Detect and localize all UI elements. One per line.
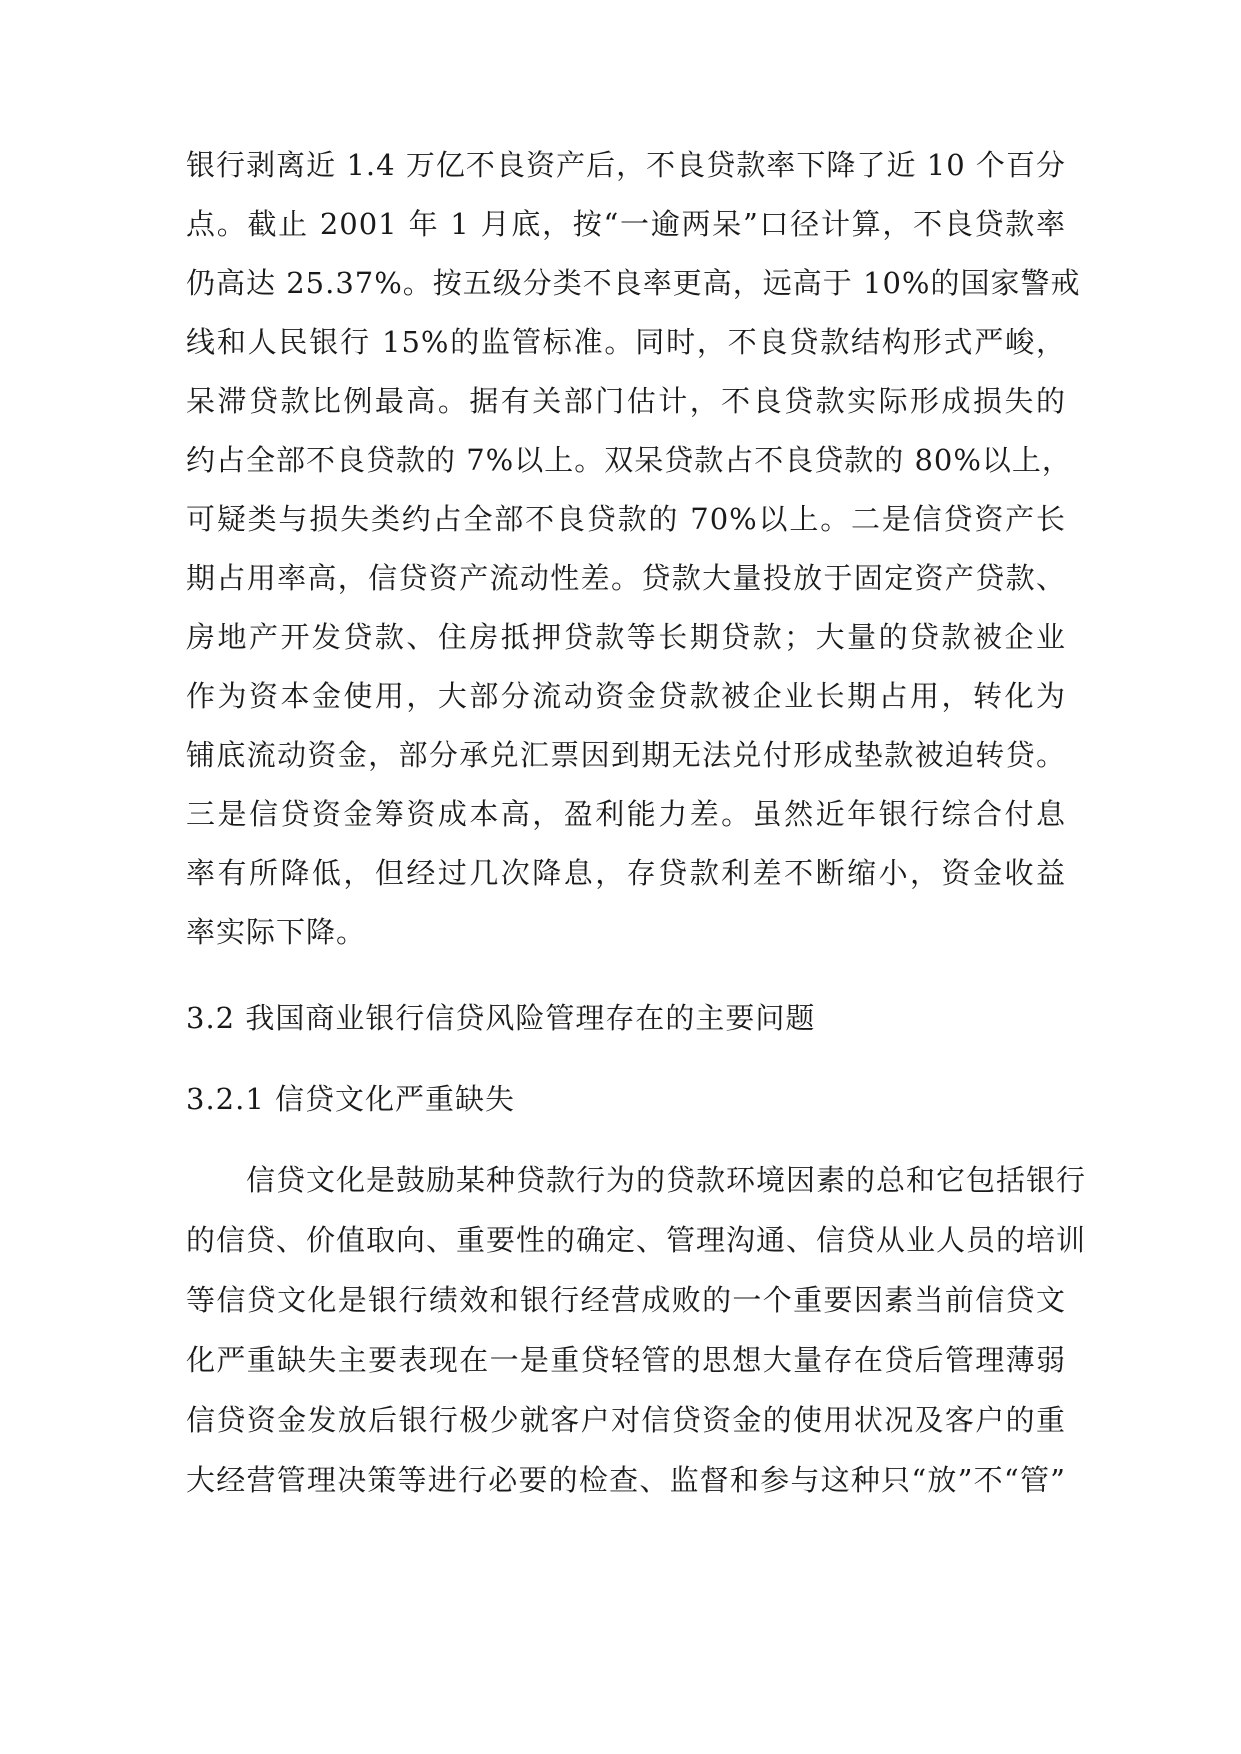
paragraph1-line-7: 可疑类与损失类约占全部不良贷款的 70%以上。二是信贷资产长	[186, 502, 1066, 536]
paragraph1-line-3: 仍高达 25.37%。按五级分类不良率更高，远高于 10%的国家警戒	[186, 266, 1081, 300]
paragraph1-line-10: 作为资本金使用，大部分流动资金贷款被企业长期占用，转化为	[186, 679, 1066, 713]
paragraph1-line-8: 期占用率高，信贷资产流动性差。贷款大量投放于固定资产贷款、	[186, 561, 1066, 595]
paragraph1-line-9: 房地产开发贷款、住房抵押贷款等长期贷款；大量的贷款被企业	[186, 620, 1066, 654]
paragraph2-line-3: 等信贷文化是银行绩效和银行经营成败的一个重要因素当前信贷文	[186, 1283, 1066, 1317]
paragraph2-line-4: 化严重缺失主要表现在一是重贷轻管的思想大量存在贷后管理薄弱	[186, 1343, 1066, 1377]
paragraph1-line-11: 铺底流动资金，部分承兑汇票因到期无法兑付形成垫款被迫转贷。	[186, 738, 1066, 772]
paragraph1-line-14: 率实际下降。	[186, 915, 367, 949]
subsection-heading: 3.2.1 信贷文化严重缺失	[186, 1082, 516, 1116]
paragraph2-line-6: 大经营管理决策等进行必要的检查、监督和参与这种只“放”不“管”	[186, 1463, 1066, 1497]
paragraph1-line-1: 银行剥离近 1.4 万亿不良资产后，不良贷款率下降了近 10 个百分	[186, 148, 1066, 182]
section-heading: 3.2 我国商业银行信贷风险管理存在的主要问题	[186, 1001, 816, 1035]
paragraph2-line-5: 信贷资金发放后银行极少就客户对信贷资金的使用状况及客户的重	[186, 1403, 1066, 1437]
paragraph1-line-2: 点。截止 2001 年 1 月底，按“一逾两呆”口径计算，不良贷款率	[186, 207, 1066, 241]
paragraph1-line-13: 率有所降低，但经过几次降息，存贷款利差不断缩小，资金收益	[186, 856, 1066, 890]
paragraph2-line-1: 信贷文化是鼓励某种贷款行为的贷款环境因素的总和它包括银行	[246, 1163, 1087, 1197]
paragraph1-line-12: 三是信贷资金筹资成本高，盈利能力差。虽然近年银行综合付息	[186, 797, 1066, 831]
paragraph2-line-2: 的信贷、价值取向、重要性的确定、管理沟通、信贷从业人员的培训	[186, 1223, 1087, 1257]
paragraph1-line-4: 线和人民银行 15%的监管标准。同时，不良贷款结构形式严峻，	[186, 325, 1066, 359]
paragraph1-line-6: 约占全部不良贷款的 7%以上。双呆贷款占不良贷款的 80%以上，	[186, 443, 1072, 477]
paragraph1-line-5: 呆滞贷款比例最高。据有关部门估计，不良贷款实际形成损失的	[186, 384, 1066, 418]
